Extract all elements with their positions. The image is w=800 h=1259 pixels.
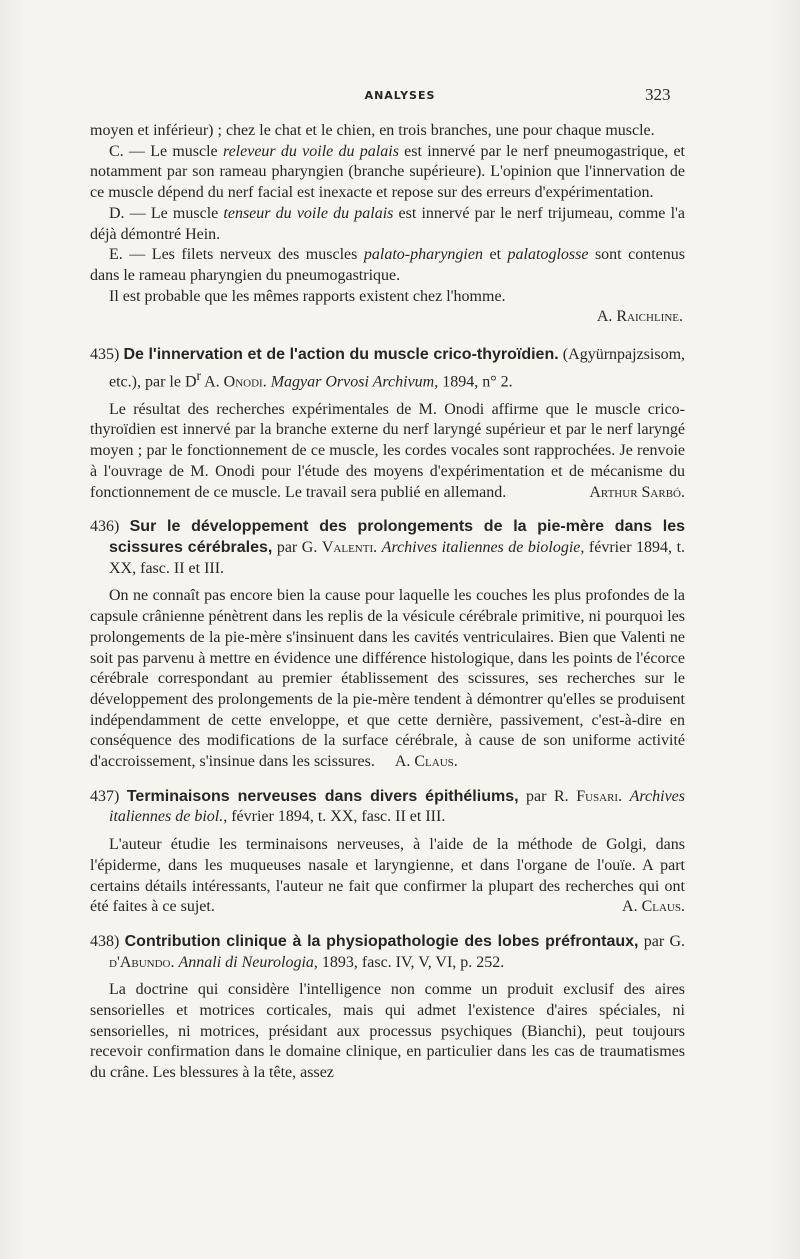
article-body: On ne connaît pas encore bien la cause pour laquelle les couches les plus profondes de la capsule crânienne pénètrent dans les replis de la vésicule cérébrale primitive, ni pourquoi les prolongements de la pie-mère s'insinuent dans les cavités ventriculaires. Bien que Valenti ne soit pas parvenu à mettre en évidence une différence histologique, dans les points de l'écorce cérébrale correspondant au premier établissement des scissures, ses recherches sur le développement des prolongements de la pie-mère tendent à démontrer qu'elles se produisent indépendamment de cette enveloppe, et que cette dernière, passivement, c'est-à-dire en conséquence des modifications de la surface cérébrale, à cause de son uniforme activité d'accroissement, s'insinue dans les scissures. A. Claus.	[90, 587, 685, 771]
article-437	[90, 787, 685, 918]
article-signature: A. Claus.	[394, 753, 458, 771]
text-body	[90, 121, 685, 1084]
intro-paragraph-e: E. — Les filets nerveux des muscles palato-pharyngien et palatoglosse sont contenus dans le rameau pharyngien du pneumogastrique.	[90, 246, 686, 284]
article-heading: 437) Terminaisons nerveuses dans divers épithéliums, par R. Fusari. Archives italiennes de biol., février 1894, t. XX, fasc. II et III.	[90, 787, 685, 826]
running-header: ANALYSES	[364, 89, 436, 102]
article-body: L'auteur étudie les terminaisons nerveuses, à l'aide de la méthode de Golgi, dans l'épiderme, dans les muqueuses nasale et laryngienne, et dans l'organe de l'ouïe. A part certains détails intéressants, l'auteur ne fait que confirmer la plupart des recherches qui ont été faites à ce sujet. A. Claus.	[90, 835, 685, 918]
article-heading: 435) De l'innervation et de l'action du muscle crico-thyroïdien. (Agyürnpajzsisom, etc.), par le $D^r$ A. Onodi. Magyar Orvosi Archivum, 1894, n° 2.	[90, 346, 686, 391]
intro-signature: A. Raichline.	[596, 308, 683, 326]
article-438	[90, 932, 685, 1084]
intro-paragraph-1: moyen et inférieur) ; chez le chat et le chien, en trois branches, une pour chaque muscle.	[90, 122, 655, 139]
page-number: 323	[645, 85, 671, 104]
article-title: Contribution clinique à la physiopathologie des lobes préfrontaux,	[124, 932, 639, 950]
article-436	[90, 517, 685, 772]
journal-name: Archives italiennes de biologie	[381, 538, 581, 556]
intro-paragraph-last: Il est probable que les mêmes rapports existent chez l'homme.	[109, 287, 506, 305]
journal-name: Annali di Neurologia	[178, 953, 314, 971]
intro-paragraph-c: C. — Le muscle releveur du voile du palais est innervé par le nerf pneumogastrique, et notamment par son rameau pharyngien (branche supérieure). L'opinion que l'innervation de ce muscle dépend du nerf facial est inexacte et repose sur des erreurs d'expérimentation.	[90, 142, 686, 202]
article-title: Sur le développement des prolongements de la pie-mère dans les scissures cérébrales,	[109, 518, 686, 556]
article-heading: 438) Contribution clinique à la physiopathologie des lobes préfrontaux, par G. d'Abundo. Annali di Neurologia, 1893, fasc. IV, V, VI, p. 252.	[90, 932, 686, 971]
article-body: La doctrine qui considère l'intelligence non comme un produit exclusif des aires sensorielles et motrices corticales, mais qui admet l'existence d'aires spéciales, ni sensorielles, ni motrices, présidant aux processus psychiques (Bianchi), peut toujours recevoir confirmation dans le domaine clinique, en particulier dans les cas de traumatismes du crâne. Les blessures à la tête, assez	[90, 981, 685, 1082]
article-body: Le résultat des recherches expérimentales de M. Onodi affirme que le muscle crico-thyroïdien est innervé par la branche externe du nerf laryngé supérieur et par le nerf laryngé moyen ; par le fonctionnement de ce muscle, les cordes vocales sont rapprochées. Je renvoie à l'ouvrage de M. Onodi pour l'étude des moyens d'expérimentation et de mécanisme du fonctionnement de ce muscle. Le travail sera publié en allemand. Arthur Sarbó.	[90, 400, 685, 504]
article-heading: 436) Sur le développement des prolongements de la pie-mère dans les scissures cérébrales, par G. Valenti. Archives italiennes de biologie, février 1894, t. XX, fasc. II et III.	[90, 518, 686, 577]
article-signature: Arthur Sarbó.	[589, 483, 685, 501]
journal-name: Archives italiennes de biol.	[109, 787, 685, 826]
journal-name: Magyar Orvosi Archivum	[270, 373, 435, 391]
article-title: Terminaisons nerveuses dans divers épithéliums,	[126, 787, 519, 805]
intro-paragraph-d: D. — Le muscle tenseur du voile du palais est innervé par le nerf trijumeau, comme l'a déjà démontré Hein.	[90, 204, 685, 243]
article-435	[90, 345, 685, 503]
article-signature: A. Claus.	[622, 898, 685, 916]
article-title: De l'innervation et de l'action du muscle crico-thyroïdien.	[123, 346, 559, 364]
